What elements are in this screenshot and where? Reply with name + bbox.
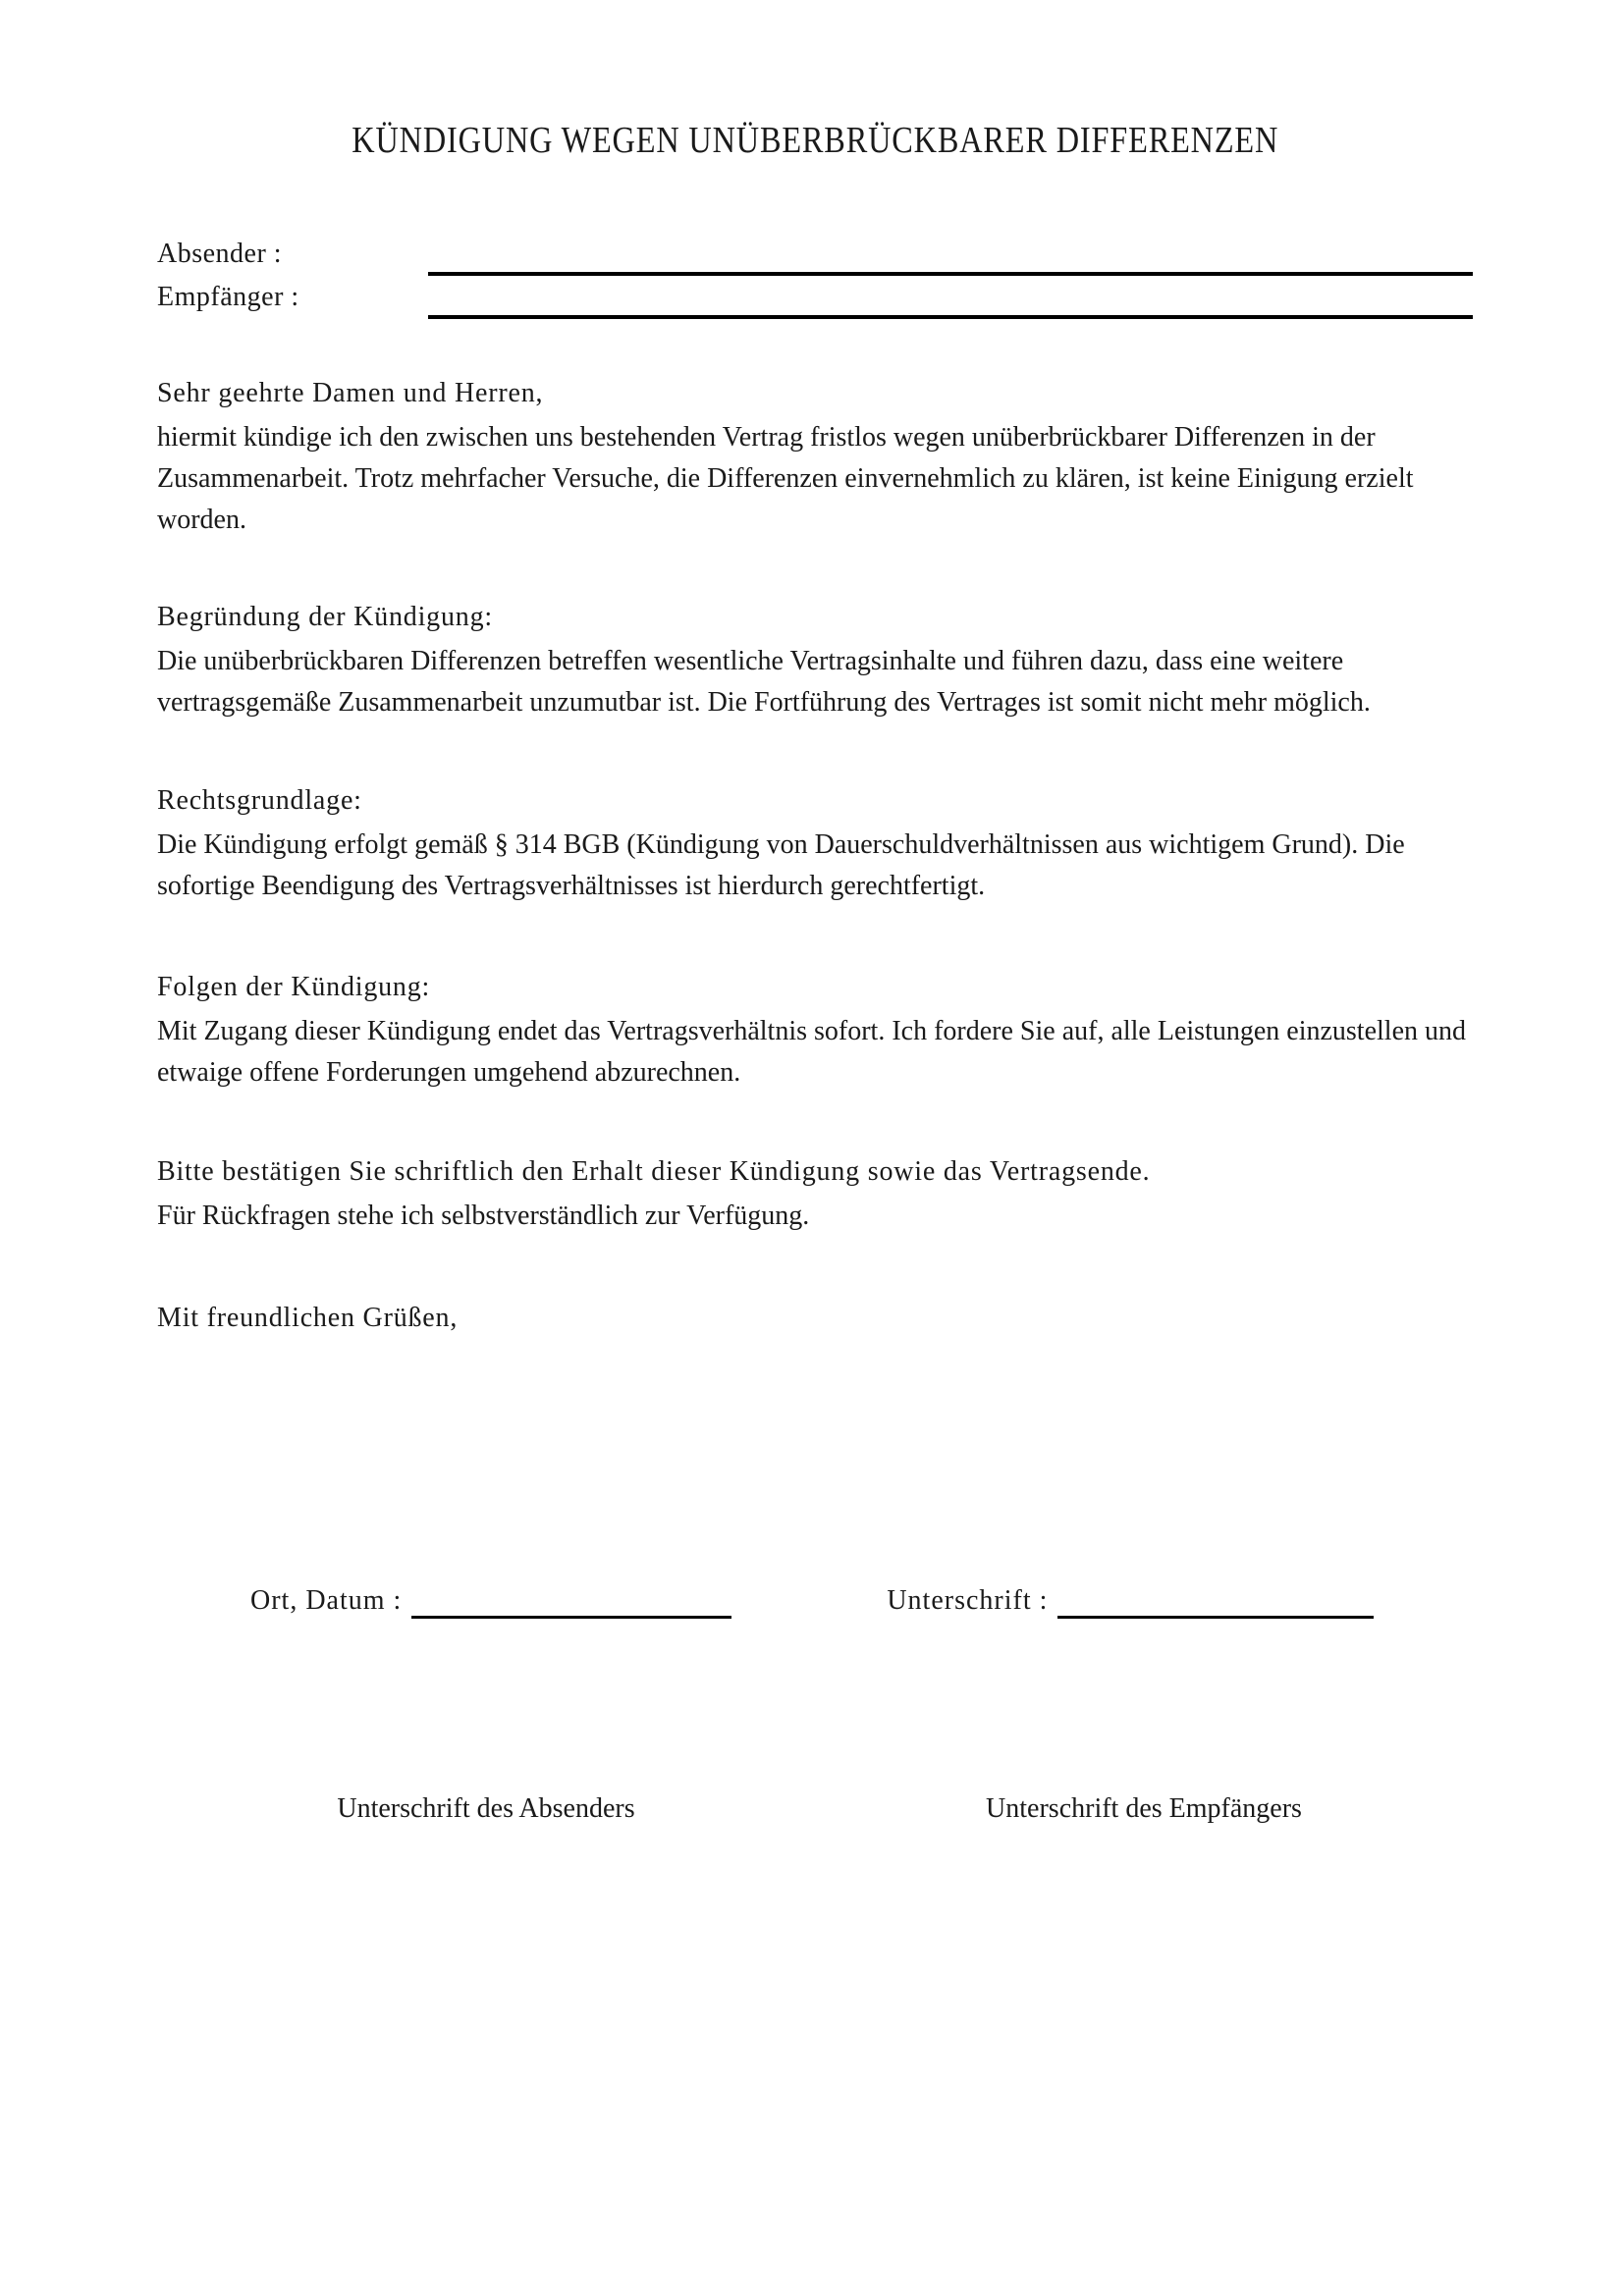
recipient-row	[157, 277, 1473, 318]
salutation: Sehr geehrte Damen und Herren,	[157, 378, 544, 408]
availability-note: Für Rückfragen stehe ich selbstverständlich zur Verfügung.	[157, 1201, 810, 1231]
closing-salutation: Mit freundlichen Grüßen,	[157, 1303, 459, 1333]
signature-label: Unterschrift :	[887, 1585, 1049, 1616]
section-heading-legal-basis: Rechtsgrundlage:	[157, 785, 362, 816]
section-body-reason: Die unüberbrückbaren Differenzen betreffen wesentliche Vertragsinhalte und führen dazu, dass eine weitere vertragsgemäße Zusammenarbeit unzumutbar ist. Die Fortführung des Vertrages ist somit nicht mehr möglich.	[157, 646, 1371, 718]
signature-row	[157, 1580, 1473, 1622]
section-heading-reason: Begründung der Kündigung:	[157, 602, 493, 632]
document-title: KÜNDIGUNG WEGEN UNÜBERBRÜCKBARER DIFFERENZEN	[352, 120, 1278, 161]
section-body-legal-basis: Die Kündigung erfolgt gemäß § 314 BGB (Kündigung von Dauerschuldverhältnissen aus wichtigem Grund). Die sofortige Beendigung des Vertragsverhältnisses ist hierdurch gerechtfertigt.	[157, 829, 1405, 901]
sender-signature-caption: Unterschrift des Absenders	[337, 1793, 635, 1824]
signature-blank-line	[1057, 1616, 1374, 1619]
intro-paragraph: hiermit kündige ich den zwischen uns bestehenden Vertrag fristlos wegen unüberbrückbarer Differenzen in der Zusammenarbeit. Trotz mehrfacher Versuche, die Differenzen einvernehmlich zu klären, ist keine Einigung erzielt worden.	[157, 422, 1414, 535]
signature-captions	[157, 1789, 1473, 1830]
sender-row	[157, 234, 1473, 275]
section-body-consequences: Mit Zugang dieser Kündigung endet das Vertragsverhältnis sofort. Ich fordere Sie auf, alle Leistungen einzustellen und etwaige offene Forderungen umgehend abzurechnen.	[157, 1016, 1466, 1088]
place-date-label: Ort, Datum :	[250, 1585, 403, 1616]
recipient-signature-caption: Unterschrift des Empfängers	[986, 1793, 1302, 1824]
section-heading-consequences: Folgen der Kündigung:	[157, 972, 431, 1002]
sender-blank-line	[428, 234, 1473, 276]
place-date-blank-line	[411, 1616, 731, 1619]
confirmation-request: Bitte bestätigen Sie schriftlich den Erhalt dieser Kündigung sowie das Vertragsende.	[157, 1156, 1151, 1187]
recipient-blank-line	[428, 277, 1473, 319]
recipient-label: Empfänger :	[157, 282, 299, 312]
sender-label: Absender :	[157, 239, 283, 269]
title-row	[157, 118, 1473, 163]
